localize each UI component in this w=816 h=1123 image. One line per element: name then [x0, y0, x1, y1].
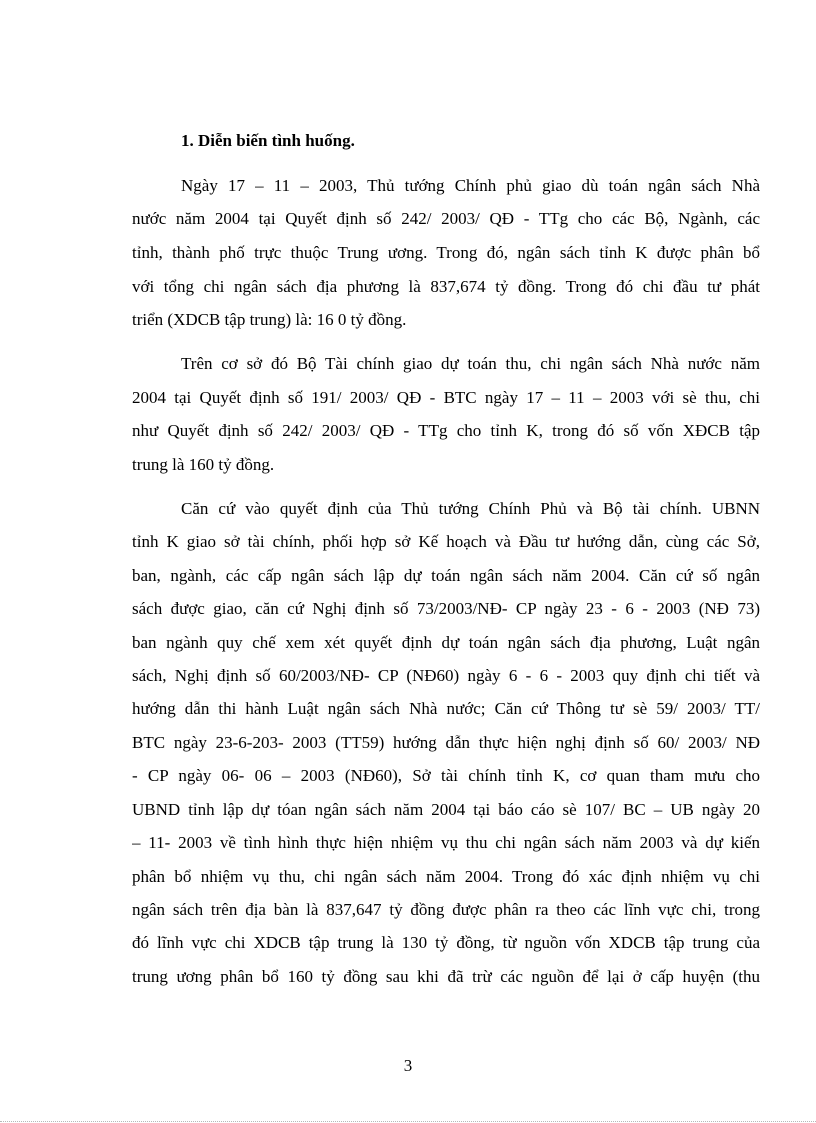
text-line: sách được giao, căn cứ Nghị định số 73/2003/NĐ- CP ngày 23 - 6 - 2003 (NĐ 73) [132, 599, 760, 618]
text-line: hướng dẫn thi hành Luật ngân sách Nhà nước; Căn cứ Thông tư sè 59/ 2003/ TT/ [132, 699, 760, 718]
text-line: 2004 tại Quyết định số 191/ 2003/ QĐ - BTC ngày 17 – 11 – 2003 với sè thu, chi [132, 388, 760, 407]
text-line: ngân sách trên địa bàn là 837,647 tỷ đồng được phân ra theo các lĩnh vực chi, trong [132, 900, 760, 919]
text-line: triển (XDCB tập trung) là: 16 0 tỷ đồng. [132, 310, 407, 329]
text-line: nước năm 2004 tại Quyết định số 242/ 2003/ QĐ - TTg cho các Bộ, Ngành, các [132, 209, 760, 228]
text-line: đó lĩnh vực chi XDCB tập trung là 130 tỷ đồng, từ nguồn vốn XDCB tập trung của [132, 933, 760, 952]
text-line: tỉnh, thành phố trực thuộc Trung ương. Trong đó, ngân sách tỉnh K được phân bổ [132, 243, 760, 262]
text-line: Trên cơ sở đó Bộ Tài chính giao dự toán thu, chi ngân sách Nhà nước năm [181, 354, 760, 373]
text-line: ban ngành quy chế xem xét quyết định dự toán ngân sách địa phương, Luật ngân [132, 633, 760, 652]
text-line: phân bổ nhiệm vụ thu, chi ngân sách năm 2004. Trong đó xác định nhiệm vụ chi [132, 867, 760, 886]
text-line: ban, ngành, các cấp ngân sách lập dự toán ngân sách năm 2004. Căn cứ số ngân [132, 566, 760, 585]
text-line: – 11- 2003 về tình hình thực hiện nhiệm vụ thu chi ngân sách năm 2003 và dự kiến [132, 833, 760, 852]
text-line: với tổng chi ngân sách địa phương là 837,674 tỷ đồng. Trong đó chi đầu tư phát [132, 277, 760, 296]
text-line: tỉnh K giao sở tài chính, phối hợp sở Kế hoạch và Đầu tư hướng dẫn, cùng các Sở, [132, 532, 760, 551]
page-number: 3 [403, 1056, 413, 1075]
text-line: Căn cứ vào quyết định của Thủ tướng Chính Phủ và Bộ tài chính. UBNN [181, 499, 760, 518]
text-line: - CP ngày 06- 06 – 2003 (NĐ60), Sở tài chính tỉnh K, cơ quan tham mưu cho [132, 766, 760, 785]
text-line: trung ương phân bổ 160 tỷ đồng sau khi đã trừ các nguồn để lại ở cấp huyện (thu [132, 967, 760, 986]
text-line: UBND tỉnh lập dự tóan ngân sách năm 2004 tại báo cáo sè 107/ BC – UB ngày 20 [132, 800, 760, 819]
page-bottom-divider [0, 1121, 816, 1122]
text-line: BTC ngày 23-6-203- 2003 (TT59) hướng dẫn thực hiện nghị định số 60/ 2003/ NĐ [132, 733, 760, 752]
text-line: trung là 160 tỷ đồng. [132, 455, 275, 474]
text-line: sách, Nghị định số 60/2003/NĐ- CP (NĐ60) ngày 6 - 6 - 2003 quy định chi tiết và [132, 666, 760, 685]
text-line: như Quyết định số 242/ 2003/ QĐ - TTg cho tỉnh K, trong đó số vốn XĐCB tập [132, 421, 760, 440]
text-line: Ngày 17 – 11 – 2003, Thủ tướng Chính phủ giao dù toán ngân sách Nhà [181, 176, 760, 195]
section-heading: 1. Diễn biến tình huống. [181, 131, 355, 150]
